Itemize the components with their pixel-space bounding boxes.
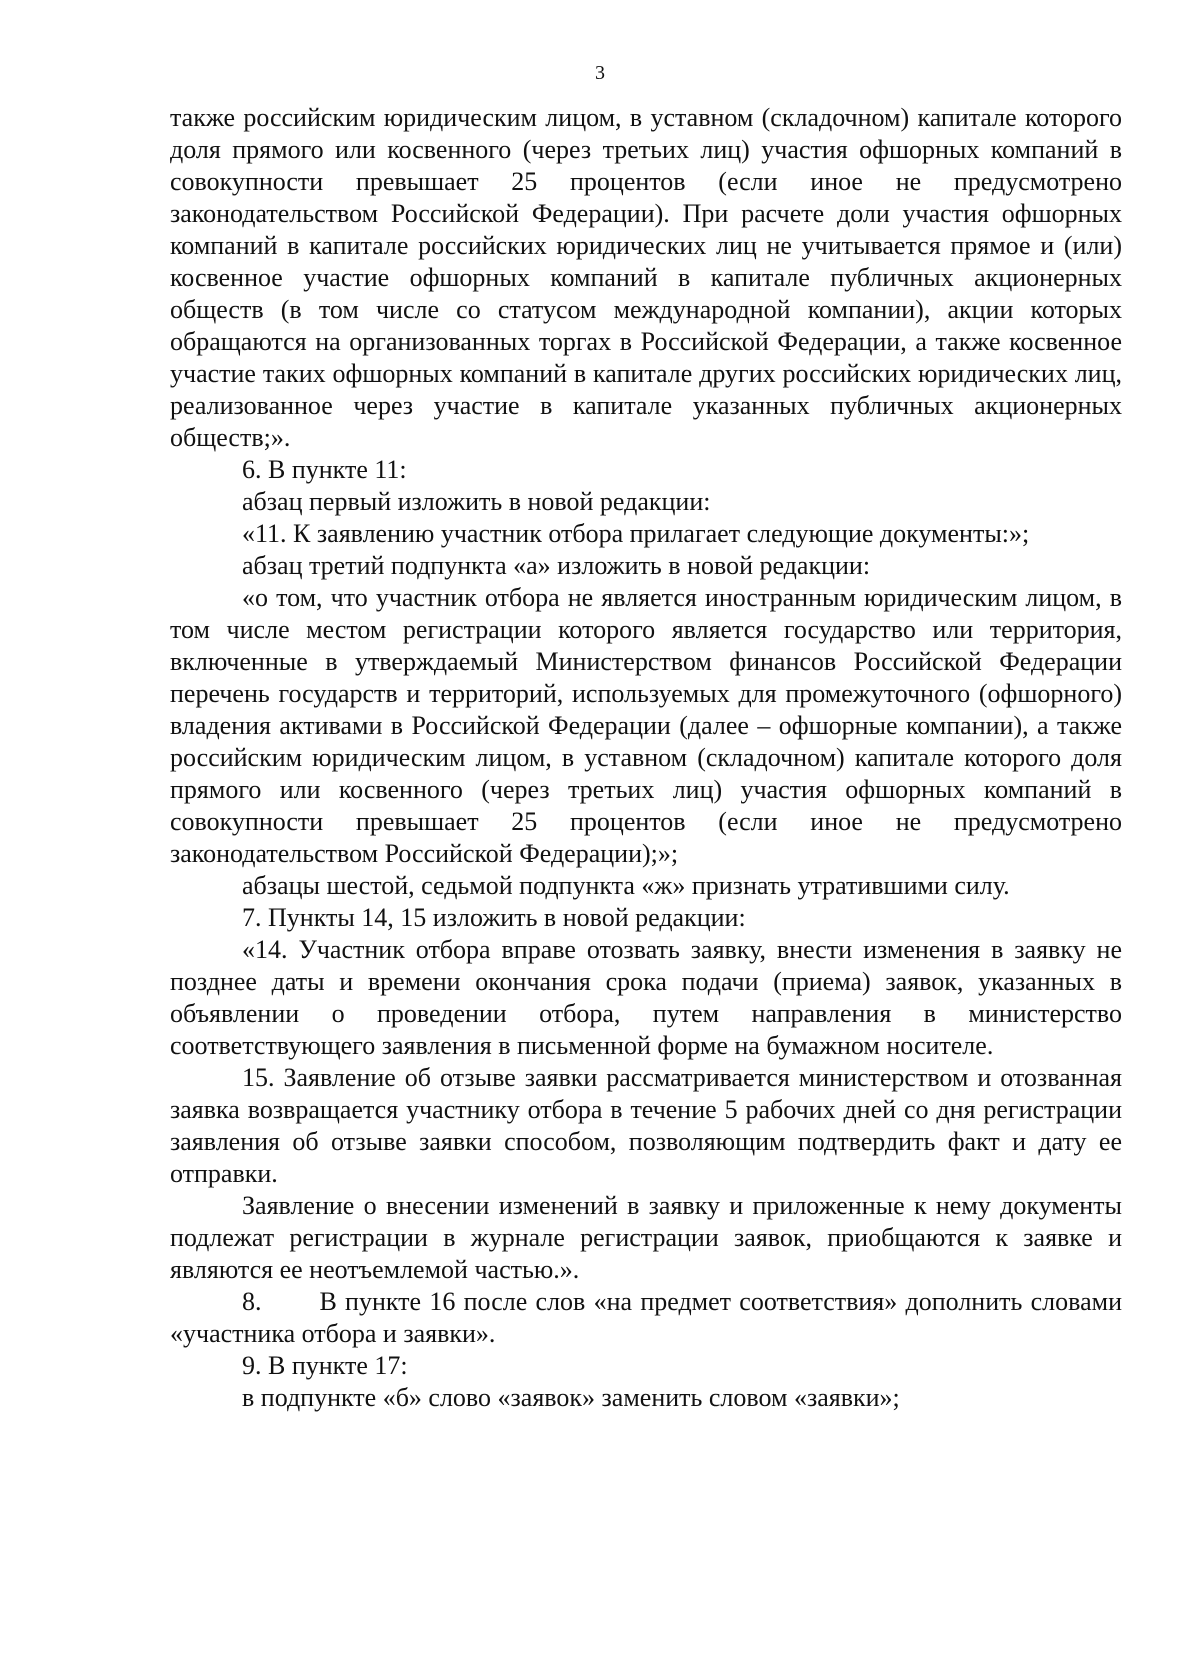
paragraph-amendment-registration: Заявление о внесении изменений в заявку и приложенные к нему документы подлежат регистрации в журнале регистрации заявок, приобщаются к заявке и являются ее неотъемлемой частью.». (170, 1191, 1122, 1284)
paragraph-item-7: 7. Пункты 14, 15 изложить в новой редакции: (242, 903, 746, 932)
document-body (170, 102, 1122, 1414)
paragraph-first-abzac: абзац первый изложить в новой редакции: (242, 487, 711, 516)
paragraph-item-15: 15. Заявление об отзыве заявки рассматривается министерством и отозванная заявка возвращается участнику отбора в течение 5 рабочих дней со дня регистрации заявления об отзыве заявки способом, позволяющим подтвердить факт и дату ее отправки. (170, 1063, 1122, 1188)
paragraph-item-8: 8. В пункте 16 после слов «на предмет соответствия» дополнить словами «участника отбора и заявки». (170, 1287, 1122, 1348)
page-number: 3 (595, 62, 605, 84)
paragraph-item-11-quote: «11. К заявлению участник отбора прилагает следующие документы:»; (242, 519, 1030, 548)
paragraph-item-14-quote: «14. Участник отбора вправе отозвать заявку, внести изменения в заявку не позднее даты и времени окончания срока подачи (приема) заявок, указанных в объявлении о проведении отбора, путем направления в министерство соответствующего заявления в письменной форме на бумажном носителе. (170, 935, 1122, 1060)
paragraph-abzacs-invalid: абзацы шестой, седьмой подпункта «ж» признать утратившими силу. (242, 871, 1010, 900)
paragraph-offshore-quote: «о том, что участник отбора не является иностранным юридическим лицом, в том числе местом регистрации которого является государство или территория, включенные в утверждаемый Министерством финансов Российской Федерации перечень государств и территорий, используемых для промежуточного (офшорного) владения активами в Российской Федерации (далее – офшорные компании), а также российским юридическим лицом, в уставном (складочном) капитале которого доля прямого или косвенного (через третьих лиц) участия офшорных компаний в совокупности превышает 25 процентов (если иное не предусмотрено законодательством Российской Федерации);»; (170, 583, 1122, 868)
paragraph-item-9: 9. В пункте 17: (242, 1351, 408, 1380)
paragraph-subitem-b: в подпункте «б» слово «заявок» заменить словом «заявки»; (242, 1383, 900, 1412)
paragraph-offshore-continuation: также российским юридическим лицом, в уставном (складочном) капитале которого доля прямого или косвенного (через третьих лиц) участия офшорных компаний в совокупности превышает 25 процентов (если иное не предусмотрено законодательством Российской Федерации). При расчете доли участия офшорных компаний в капитале российских юридических лиц не учитывается прямое и (или) косвенное участие офшорных компаний в капитале публичных акционерных обществ (в том числе со статусом международной компании), акции которых обращаются на организованных торгах в Российской Федерации, а также косвенное участие таких офшорных компаний в капитале других российских юридических лиц, реализованное через участие в капитале указанных публичных акционерных обществ;». (170, 103, 1122, 452)
paragraph-third-abzac: абзац третий подпункта «а» изложить в новой редакции: (242, 551, 871, 580)
paragraph-item-6: 6. В пункте 11: (242, 455, 407, 484)
